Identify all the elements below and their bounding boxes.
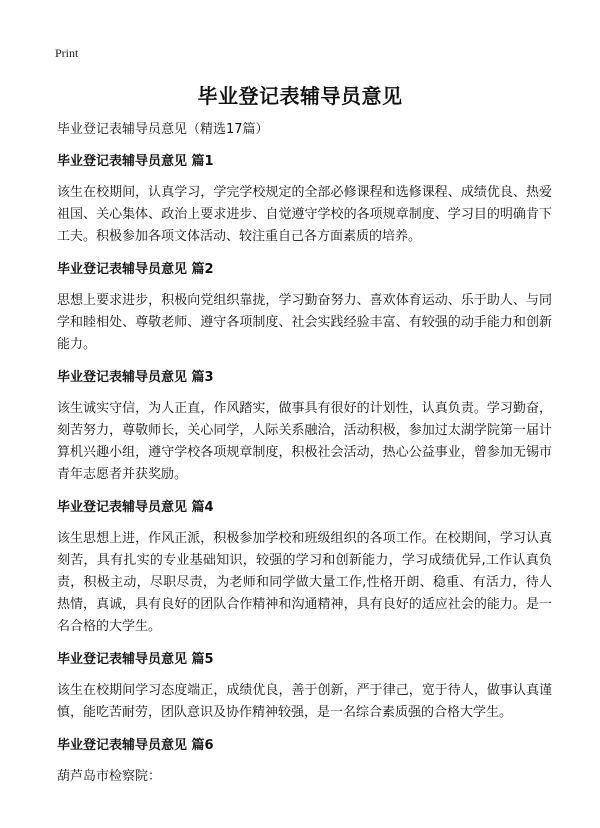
section-body-5: 该生在校期间学习态度端正，成绩优良，善于创新，严于律己，宽于待人，做事认真谨慎，能吃苦耐劳，团队意识及协作精神较强，是一名综合素质强的合格大学生。 <box>57 683 552 720</box>
section-heading-4: 毕业登记表辅导员意见 篇4 <box>57 500 214 515</box>
section-heading-2: 毕业登记表辅导员意见 篇2 <box>57 262 214 277</box>
section-body-1: 该生在校期间，认真学习，学完学校规定的全部必修课程和选修课程、成绩优良、热爱祖国、关心集体、政治上要求进步、自觉遵守学校的各项规章制度、学习目的明确肯下工夫。积极参加各项文体活动、较注重自己各方面素质的培养。 <box>57 185 552 244</box>
page-title: 毕业登记表辅导员意见 <box>197 84 403 108</box>
print-link[interactable]: Print <box>55 46 79 60</box>
section-body-2: 思想上要求进步，积极向党组织靠拢，学习勤奋努力、喜欢体育运动、乐于助人、与同学和睦相处、尊敬老师、遵守各项制度、社会实践经验丰富、有较强的动手能力和创新能力。 <box>57 293 552 352</box>
section-heading-6: 毕业登记表辅导员意见 篇6 <box>57 738 214 753</box>
document-subtitle: 毕业登记表辅导员意见（精选17篇） <box>57 122 269 137</box>
document-content <box>57 120 552 800</box>
section-heading-3: 毕业登记表辅导员意见 篇3 <box>57 370 214 385</box>
section-body-4: 该生思想上进，作风正派，积极参加学校和班级组织的各项工作。在校期间，学习认真刻苦，具有扎实的专业基础知识，较强的学习和创新能力，学习成绩优异,工作认真负责，积极主动，尽职尽责，为老师和同学做大量工作,性格开朗、稳重、有活力，待人热情，真诚，具有良好的团队合作精神和沟通精神，具有良好的适应社会的能力。是一名合格的大学生。 <box>57 531 552 634</box>
section-body-3: 该生诚实守信，为人正直，作风踏实，做事具有很好的计划性，认真负责。学习勤奋，刻苦努力，尊敬师长，关心同学，人际关系融洽，活动积极，参加过太湖学院第一届计算机兴趣小组，遵守学校各项规章制度，积极社会活动，热心公益事业，曾参加无锡市青年志愿者并获奖励。 <box>57 401 552 482</box>
section-heading-5: 毕业登记表辅导员意见 篇5 <box>57 652 214 667</box>
section-heading-1: 毕业登记表辅导员意见 篇1 <box>57 154 214 169</box>
section-body-6: 葫芦岛市检察院： <box>57 769 162 784</box>
